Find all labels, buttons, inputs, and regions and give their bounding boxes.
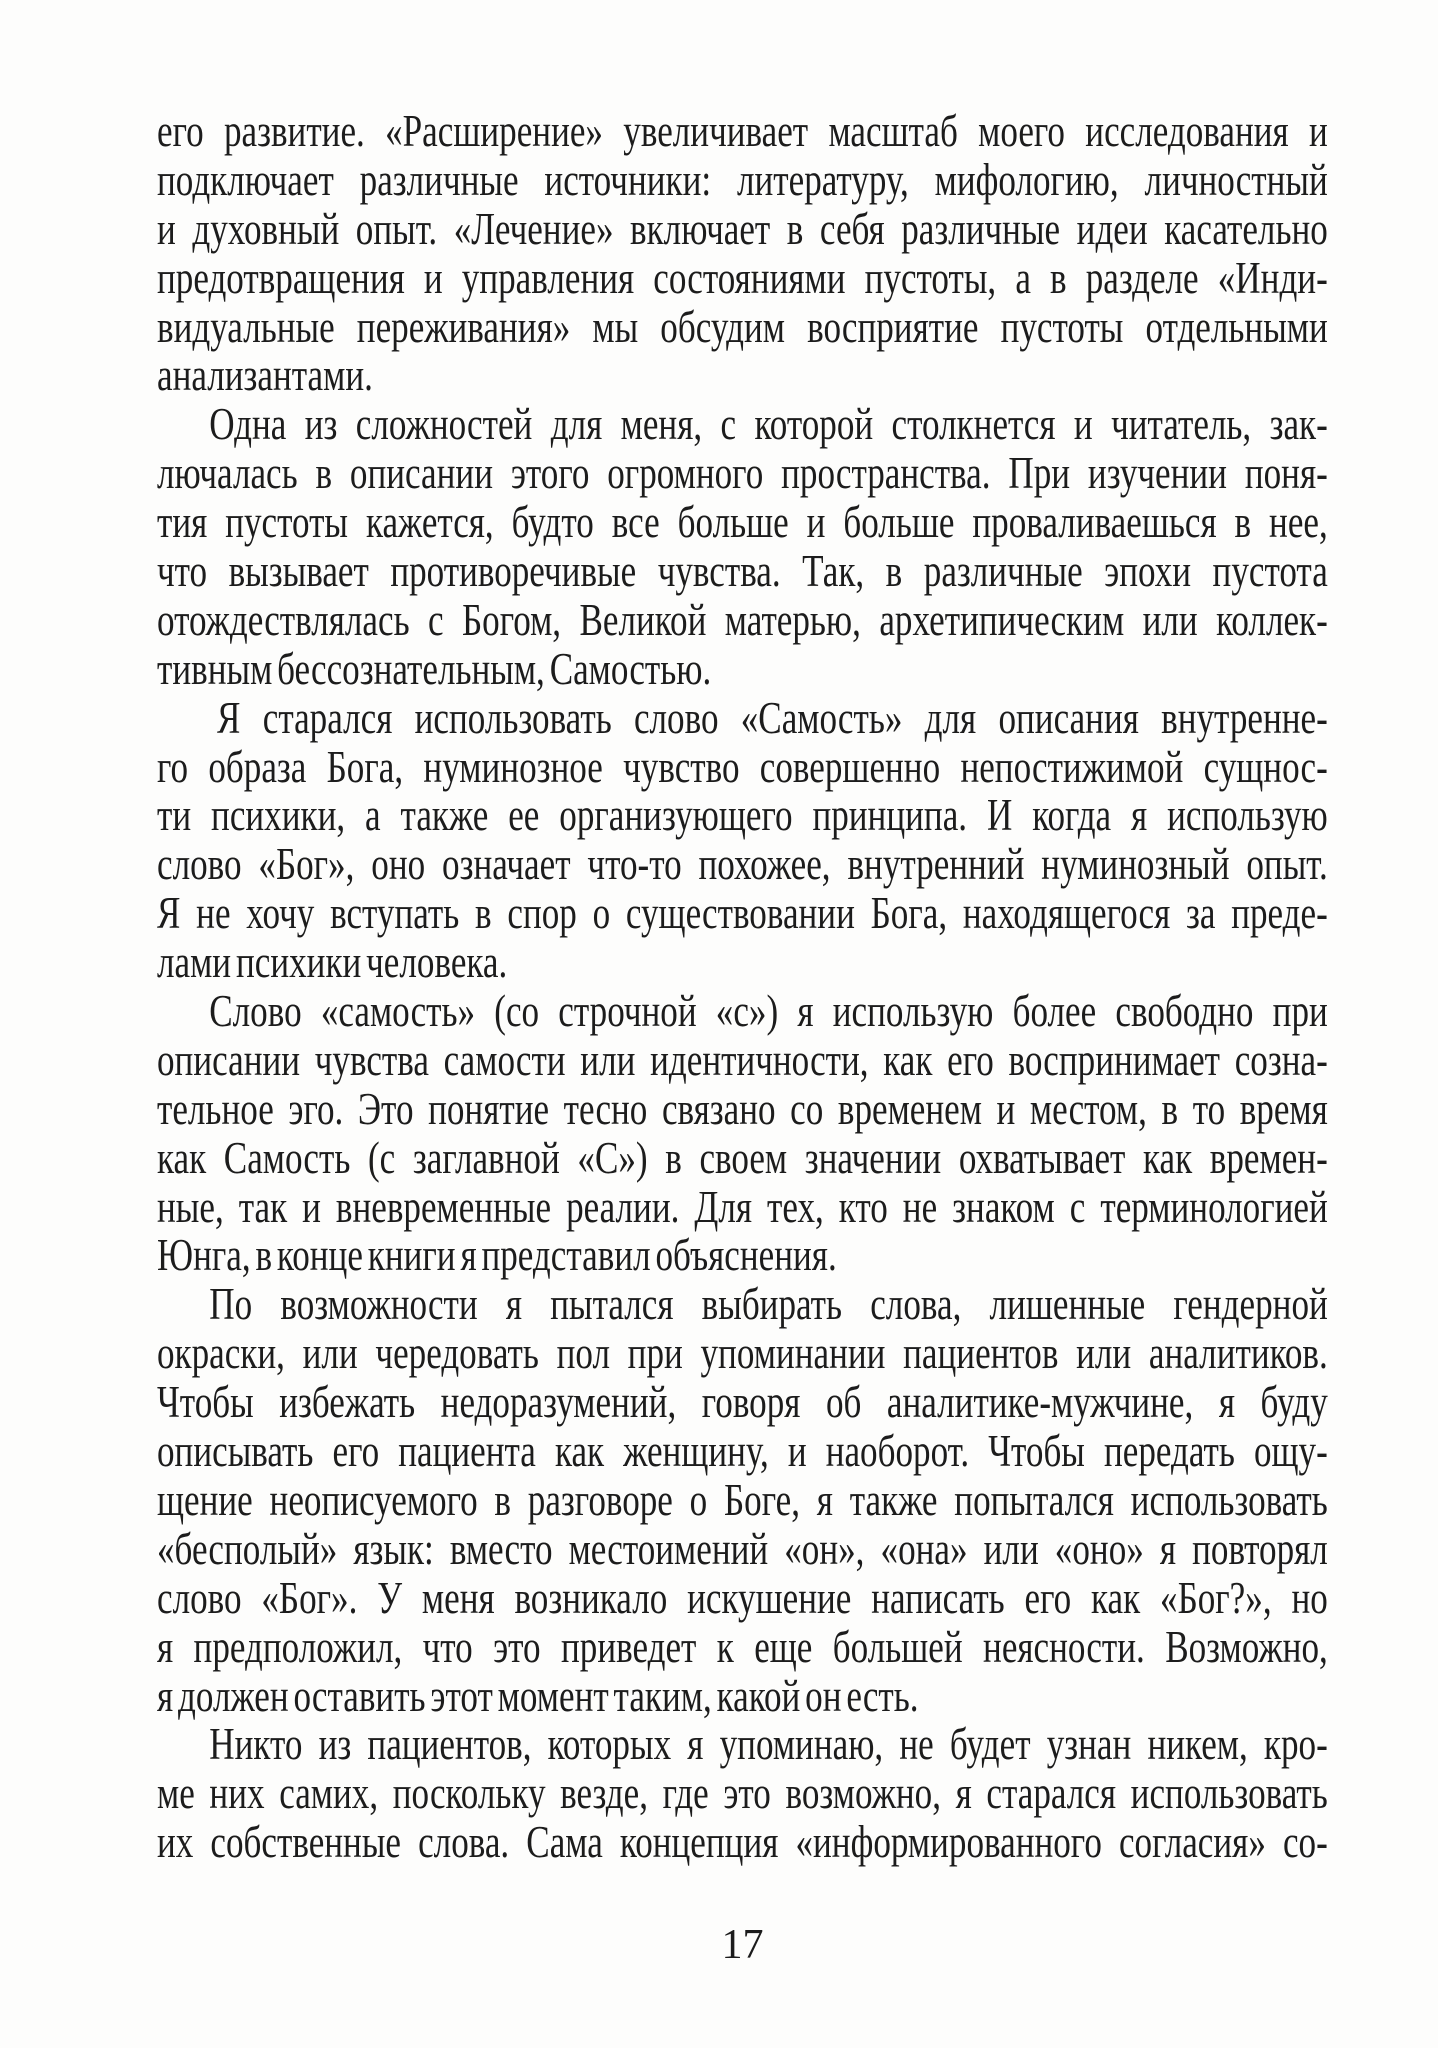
text-line: тивным бессознательным, Самостью. [157,643,712,694]
text-line: ти психики, а также ее организующего принципа. И когда я использую [157,790,1328,841]
text-line: Чтобы избежать недоразумений, говоря об аналитике-мужчине, я буду [157,1377,1328,1428]
text-line: их собственные слова. Сама концепция «информированного согласия» со- [157,1817,1328,1868]
text-line: По возможности я пытался выбирать слова, лишенные гендерной [209,1279,1328,1330]
text-block [157,107,1328,1867]
text-line: го образа Бога, нуминозное чувство совершенно непостижимой сущнос- [157,741,1328,792]
paragraph [157,1720,1328,1867]
text-line: подключает различные источники: литературу, мифологию, личностный [157,154,1328,205]
paragraph [157,694,1328,987]
text-line: Я старался использовать слово «Самость» для описания внутренне- [217,692,1328,743]
text-line: и духовный опыт. «Лечение» включает в себя различные идеи касательно [157,203,1328,254]
paragraph [157,987,1328,1280]
text-line: как Самость (с заглавной «С») в своем значении охватывает как времен- [157,1132,1328,1183]
paragraph [157,1280,1328,1720]
text-line: окраски, или чередовать пол при упоминании пациентов или аналитиков. [157,1328,1328,1379]
text-line: слово «Бог». У меня возникало искушение написать его как «Бог?», но [157,1572,1328,1623]
text-line: Одна из сложностей для меня, с которой столкнется и читатель, зак- [209,399,1328,450]
page-number: 17 [721,1922,764,1968]
paragraph [157,107,1328,400]
text-line: «бесполый» язык: вместо местоимений «он», «она» или «оно» я повторял [157,1523,1328,1574]
text-line: лами психики человека. [157,937,508,988]
text-line: описании чувства самости или идентичности, как его воспринимает созна- [157,1034,1328,1085]
text-line: я предположил, что это приведет к еще большей неясности. Возможно, [157,1621,1328,1672]
text-line: предотвращения и управления состояниями пустоты, а в разделе «Инди- [157,252,1328,303]
text-line: тия пустоты кажется, будто все больше и больше проваливаешься в нее, [157,497,1328,548]
text-line: видуальные переживания» мы обсудим восприятие пустоты отдельными [157,301,1328,352]
text-line: Я не хочу вступать в спор о существовании Бога, находящегося за преде- [157,888,1328,939]
text-line: тельное эго. Это понятие тесно связано со временем и местом, в то время [157,1083,1328,1134]
text-line: лючалась в описании этого огромного пространства. При изучении поня- [157,448,1328,499]
text-line: ме них самих, поскольку везде, где это возможно, я старался использовать [157,1768,1328,1819]
text-line: его развитие. «Расширение» увеличивает масштаб моего исследования и [157,106,1328,156]
text-line: что вызывает противоречивые чувства. Так, в различные эпохи пустота [157,546,1328,597]
text-line: я должен оставить этот момент таким, какой он есть. [157,1670,919,1721]
paragraph [157,400,1328,693]
text-line: Слово «самость» (со строчной «с») я использую более свободно при [209,986,1328,1037]
text-line: отождествлялась с Богом, Великой матерью, архетипическим или коллек- [157,594,1328,645]
text-line: анализантами. [157,350,373,401]
text-line: ные, так и вневременные реалии. Для тех, кто не знаком с терминологией [157,1181,1328,1232]
text-line: описывать его пациента как женщину, и наоборот. Чтобы передать ощу- [157,1426,1328,1477]
text-line: щение неописуемого в разговоре о Боге, я также попытался использовать [157,1474,1328,1525]
text-line: Юнга, в конце книги я представил объяснения. [157,1230,837,1281]
text-line: Никто из пациентов, которых я упоминаю, не будет узнан никем, кро- [209,1719,1328,1770]
text-line: слово «Бог», оно означает что-то похожее, внутренний нуминозный опыт. [157,839,1328,890]
